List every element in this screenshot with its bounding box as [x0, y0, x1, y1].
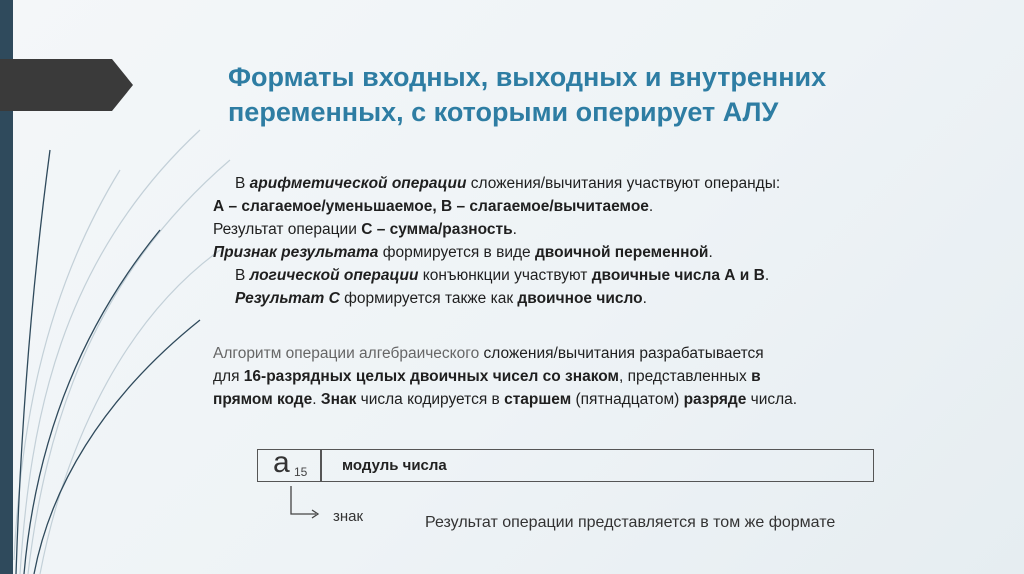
slide-title: [228, 60, 1008, 130]
text: .: [642, 290, 647, 307]
logical-operation-emphasis: логической операции: [249, 267, 419, 284]
para-line-4: [213, 241, 1003, 264]
text: числа.: [746, 391, 798, 408]
binary-number-bold: двоичное число: [517, 290, 643, 307]
text: для: [213, 368, 244, 385]
text: конъюнкции участвуют: [418, 267, 592, 284]
algo-line-2: [213, 365, 973, 388]
operands-bold: А – слагаемое/уменьшаемое, В – слагаемое/вычитаемое: [213, 198, 649, 215]
text: В: [235, 175, 250, 192]
text: .: [648, 198, 654, 215]
senior-bold: старшем: [504, 391, 572, 408]
binary-variable-bold: двоичной переменной: [534, 244, 709, 261]
text: , представленных: [618, 368, 752, 385]
algorithm-paragraph: [213, 342, 973, 411]
sign-bold: Знак: [320, 391, 357, 408]
result-c-emphasis: Результат С: [235, 290, 340, 307]
para-line-5: [213, 264, 1003, 287]
bit-bold: разряде: [683, 391, 747, 408]
text: .: [312, 391, 321, 408]
sign-label: знак: [333, 508, 364, 525]
text-bold: в: [751, 368, 761, 385]
text-light: Алгоритм операции алгебраического: [213, 345, 480, 362]
text: .: [512, 221, 517, 238]
algo-line-1: [213, 342, 973, 365]
text: (пятнадцатом): [571, 391, 684, 408]
sign-bit-subscript: 15: [294, 465, 308, 479]
text: В: [235, 267, 250, 284]
para-line-3: [213, 218, 1003, 241]
sign-bit-symbol: a: [273, 446, 290, 479]
sign-pointer-arrow: [282, 486, 322, 520]
algo-line-3: [213, 388, 973, 411]
text: .: [764, 267, 770, 284]
title-line-1: Форматы входных, выходных и внутренних: [228, 62, 827, 92]
text: .: [708, 244, 713, 261]
text: Результат операции: [213, 221, 362, 238]
sign-divider: [320, 450, 322, 481]
text: сложения/вычитания разрабатывается: [479, 345, 764, 362]
result-bold: С – сумма/разность: [361, 221, 513, 238]
para-line-2: [213, 195, 1003, 218]
operations-paragraph: [213, 172, 1003, 310]
para-line-1: [213, 172, 1003, 195]
result-format-note: Результат операции представляется в том же формате: [425, 514, 836, 531]
sign-of-result-emphasis: Признак результата: [213, 244, 379, 261]
title-arrow-tab: [0, 59, 133, 111]
text: сложения/вычитания участвуют операнды:: [466, 175, 781, 192]
title-line-2: переменных, с которыми оперирует АЛУ: [228, 97, 779, 127]
magnitude-field-label: модуль числа: [342, 457, 447, 474]
sixteen-bit-bold: 16-разрядных целых двоичных чисел со знаком: [243, 368, 619, 385]
text: числа кодируется в: [356, 391, 505, 408]
text: формируется также как: [339, 290, 518, 307]
binary-numbers-bold: двоичные числа А и В: [591, 267, 765, 284]
direct-code-bold: прямом коде: [213, 391, 313, 408]
para-line-6: [213, 287, 1003, 310]
text: формируется в виде: [378, 244, 535, 261]
emphasis-arithmetic: арифметической операции: [249, 175, 467, 192]
